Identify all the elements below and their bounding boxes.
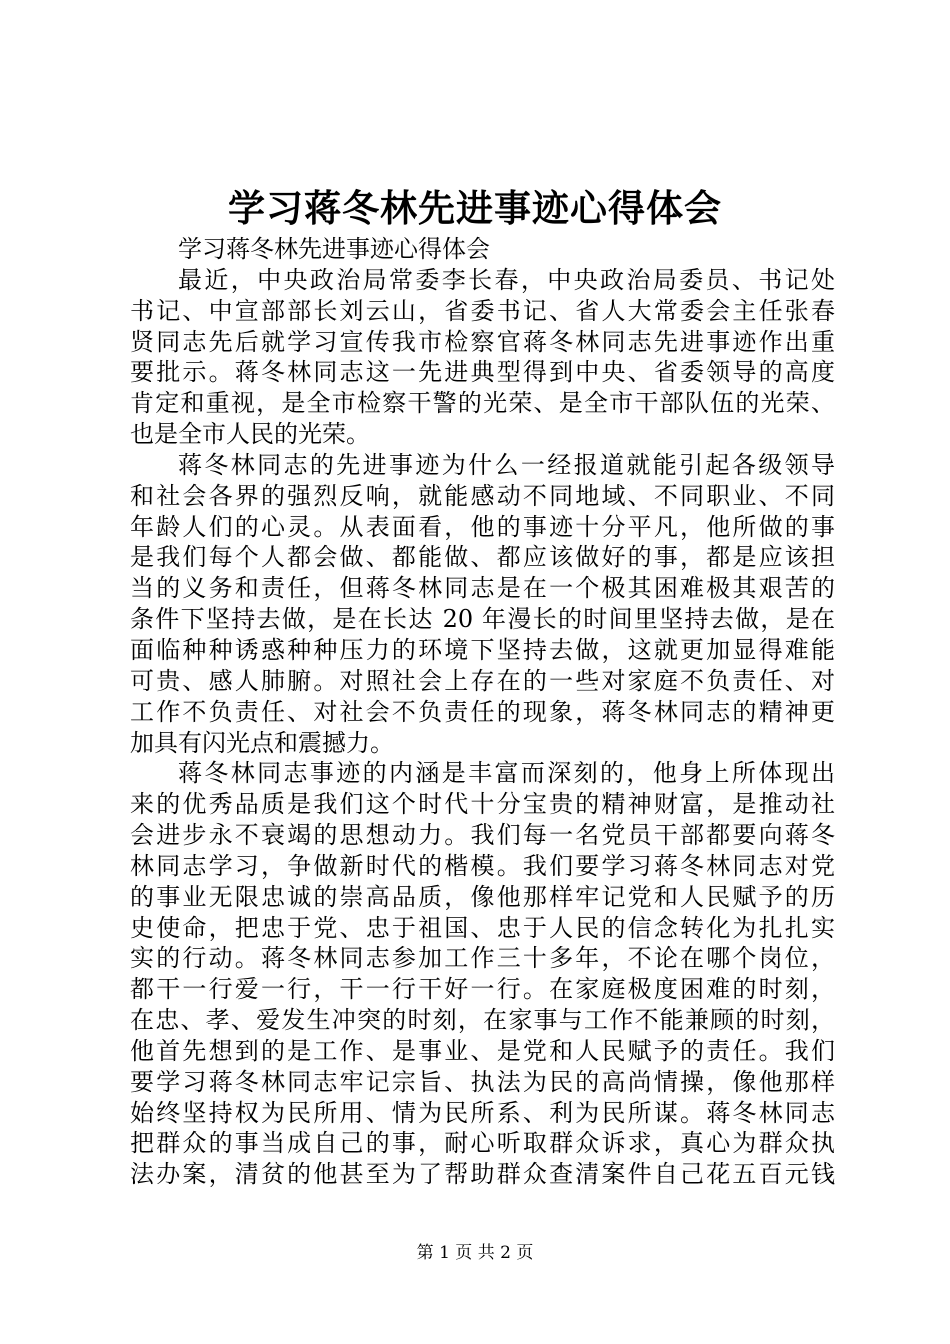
text-line: 学习蒋冬林先进事迹心得体会 xyxy=(178,235,490,263)
text-line: 蒋冬林同志的先进事迹为什么一经报道就能引起各级领导 xyxy=(178,450,835,479)
page-footer xyxy=(0,1242,950,1264)
text-line: 条件下坚持去做，是在长达 20 年漫长的时间里坚持去做，是在 xyxy=(130,605,835,634)
text-line: 要学习蒋冬林同志牢记宗旨、执法为民的高尚情操，像他那样 xyxy=(130,1067,835,1096)
text-line: 的事业无限忠诚的崇高品质，像他那样牢记党和人民赋予的历 xyxy=(130,882,835,911)
text-line: 也是全市人民的光荣。 xyxy=(130,420,370,449)
text-line: 林同志学习，争做新时代的楷模。我们要学习蒋冬林同志对党 xyxy=(130,851,835,880)
text-line: 书记、中宣部部长刘云山，省委书记、省人大常委会主任张春 xyxy=(130,296,835,325)
document-body xyxy=(130,234,835,1190)
text-line: 可贵、感人肺腑。对照社会上存在的一些对家庭不负责任、对 xyxy=(130,666,835,695)
text-line: 加具有闪光点和震撼力。 xyxy=(130,728,394,757)
text-line: 肯定和重视，是全市检察干警的光荣、是全市干部队伍的光荣、 xyxy=(130,389,835,418)
text-line: 他首先想到的是工作、是事业、是党和人民赋予的责任。我们 xyxy=(130,1036,835,1065)
text-line: 工作不负责任、对社会不负责任的现象，蒋冬林同志的精神更 xyxy=(130,697,835,726)
text-line: 最近，中央政治局常委李长春，中央政治局委员、书记处 xyxy=(178,265,835,294)
text-line: 贤同志先后就学习宣传我市检察官蒋冬林同志先进事迹作出重 xyxy=(130,327,835,356)
text-line: 史使命，把忠于党、忠于祖国、忠于人民的信念转化为扎扎实 xyxy=(130,913,835,942)
text-line: 和社会各界的强烈反响，就能感动不同地域、不同职业、不同 xyxy=(130,481,835,510)
text-line: 蒋冬林同志事迹的内涵是丰富而深刻的，他身上所体现出 xyxy=(178,759,835,788)
text-line: 都干一行爱一行，干一行干好一行。在家庭极度困难的时刻， xyxy=(130,975,835,1004)
text-line: 面临种种诱惑种种压力的环境下坚持去做，这就更加显得难能 xyxy=(130,635,835,664)
text-line: 法办案，清贫的他甚至为了帮助群众查清案件自己花五百元钱 xyxy=(130,1160,835,1189)
text-line: 始终坚持权为民所用、情为民所系、利为民所谋。蒋冬林同志 xyxy=(130,1098,835,1127)
page-indicator: 第 1 页 共 2 页 xyxy=(416,1243,534,1263)
text-line: 要批示。蒋冬林同志这一先进典型得到中央、省委领导的高度 xyxy=(130,358,835,387)
document-title: 学习蒋冬林先进事迹心得体会 xyxy=(228,186,722,230)
text-line: 实的行动。蒋冬林同志参加工作三十多年，不论在哪个岗位， xyxy=(130,944,835,973)
text-line: 来的优秀品质是我们这个时代十分宝贵的精神财富，是推动社 xyxy=(130,790,835,819)
text-line: 在忠、孝、爱发生冲突的时刻，在家事与工作不能兼顾的时刻， xyxy=(130,1006,835,1035)
text-line: 是我们每个人都会做、都能做、都应该做好的事，都是应该担 xyxy=(130,543,835,572)
text-line: 把群众的事当成自己的事，耐心听取群众诉求，真心为群众执 xyxy=(130,1129,835,1158)
text-line: 会进步永不衰竭的思想动力。我们每一名党员干部都要向蒋冬 xyxy=(130,821,835,850)
text-line: 当的义务和责任，但蒋冬林同志是在一个极其困难极其艰苦的 xyxy=(130,574,835,603)
text-line: 年龄人们的心灵。从表面看，他的事迹十分平凡，他所做的事 xyxy=(130,512,835,541)
